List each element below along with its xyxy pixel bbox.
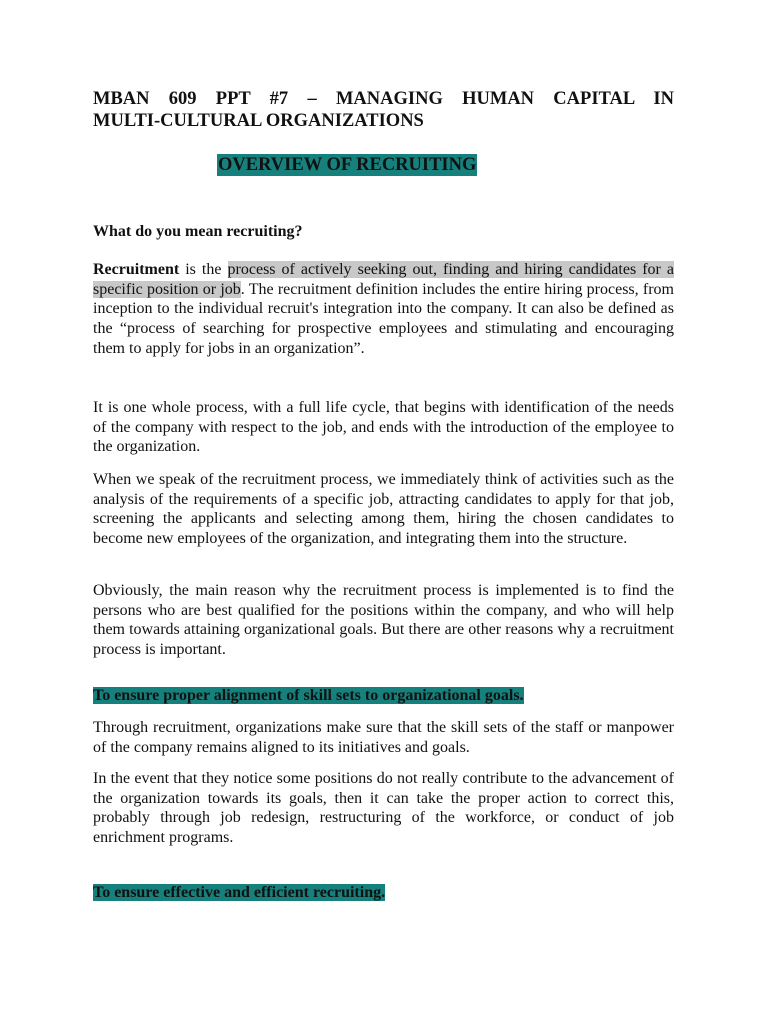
paragraph-recruitment-process: When we speak of the recruitment process, we immediately think of activities such as the analysis of the requirements of a specific job, attracting candidates to apply for that job, screening the applicants and selecting among them, hiring the chosen candidates to become new employees of the organization, and integrating them into the structure. — [93, 471, 674, 548]
paragraph-life-cycle: It is one whole process, with a full life cycle, that begins with identification of the needs of the company with respect to the job, and ends with the introduction of the employee to the organization. — [93, 399, 674, 456]
question-heading: What do you mean recruiting? — [93, 223, 303, 240]
definition-connector: is the — [179, 261, 228, 278]
definition-rest: . The recruitment definition includes the entire hiring process, from inception to the individual recruit's integration into the company. It can also be defined as the “process of searching for prospective employees and stimulating and encouraging them to apply for jobs in an organization”. — [93, 280, 674, 357]
title-line-1: MBAN 609 PPT #7 – MANAGING HUMAN CAPITAL IN — [93, 89, 674, 109]
document-page — [93, 88, 675, 901]
highlighted-definition: process of actively seeking out, finding and hiring candidates for a specific position or job — [93, 261, 675, 298]
paragraph-main-reason: Obviously, the main reason why the recruitment process is implemented is to find the persons who are best qualified for the positions within the company, and who will help them towards attaining organizational goals. But there are other reasons why a recruitment process is important. — [93, 582, 674, 659]
paragraph-skill-sets: Through recruitment, organizations make sure that the skill sets of the staff or manpower of the company remains aligned to its initiatives and goals. — [93, 719, 674, 756]
paragraph-corrective-action: In the event that they notice some positions do not really contribute to the advancement of the organization towards its goals, then it can take the proper action to correct this, probably through job redesign, restructuring of the workforce, or conduct of job enrichment programs. — [93, 770, 674, 847]
paragraph-recruitment-definition — [93, 260, 674, 359]
subheading-skill-alignment-text: To ensure proper alignment of skill sets to organizational goals. — [93, 687, 524, 704]
document-title — [93, 88, 674, 132]
subheading-effective-recruiting — [93, 883, 385, 903]
section-heading: OVERVIEW OF RECRUITING — [218, 155, 477, 175]
subheading-effective-recruiting-text: To ensure effective and efficient recruiting. — [93, 884, 386, 901]
title-line-2: MULTI-CULTURAL ORGANIZATIONS — [93, 111, 424, 131]
term-recruitment: Recruitment — [93, 261, 180, 278]
subheading-skill-alignment — [93, 686, 524, 706]
